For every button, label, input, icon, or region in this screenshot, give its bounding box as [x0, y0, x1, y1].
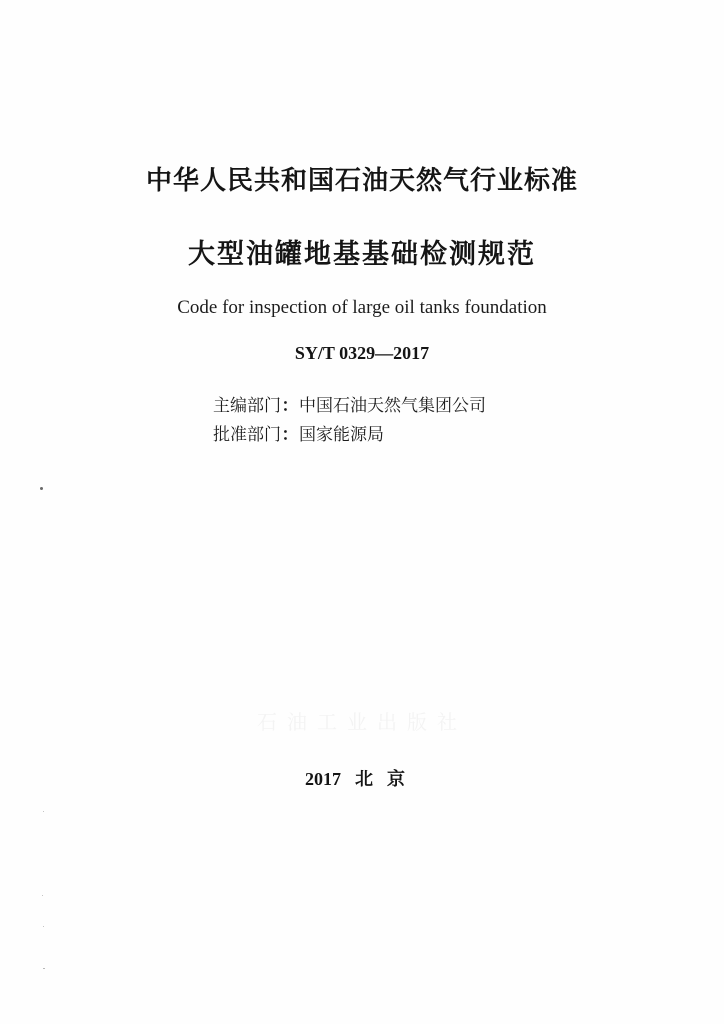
approval-department-row — [213, 421, 486, 450]
scan-speck — [42, 895, 43, 896]
departments-block — [213, 392, 486, 450]
scan-speck — [43, 926, 44, 927]
publication-city: 北京 — [355, 769, 419, 790]
department-value: 国家能源局 — [299, 425, 384, 445]
department-separator: ： — [281, 396, 299, 416]
scan-speck — [43, 811, 44, 812]
english-title: Code for inspection of large oil tanks foundation — [177, 297, 547, 318]
standard-number: SY/T 0329—2017 — [294, 343, 430, 363]
chief-editor-department-row — [213, 392, 486, 421]
department-value: 中国石油天然气集团公司 — [299, 396, 486, 416]
department-label: 批准部门 — [213, 425, 281, 445]
scan-speck — [40, 487, 43, 490]
industry-standard-heading: 中华人民共和国石油天然气行业标准 — [145, 166, 578, 196]
department-label: 主编部门 — [213, 396, 281, 416]
publisher-watermark: 石油工业出版社 — [257, 710, 467, 734]
scan-speck — [43, 968, 45, 969]
publication-year: 2017 — [305, 769, 341, 789]
document-title: 大型油罐地基基础检测规范 — [188, 239, 536, 270]
publication-footer — [0, 765, 724, 791]
department-separator: ： — [281, 425, 299, 445]
